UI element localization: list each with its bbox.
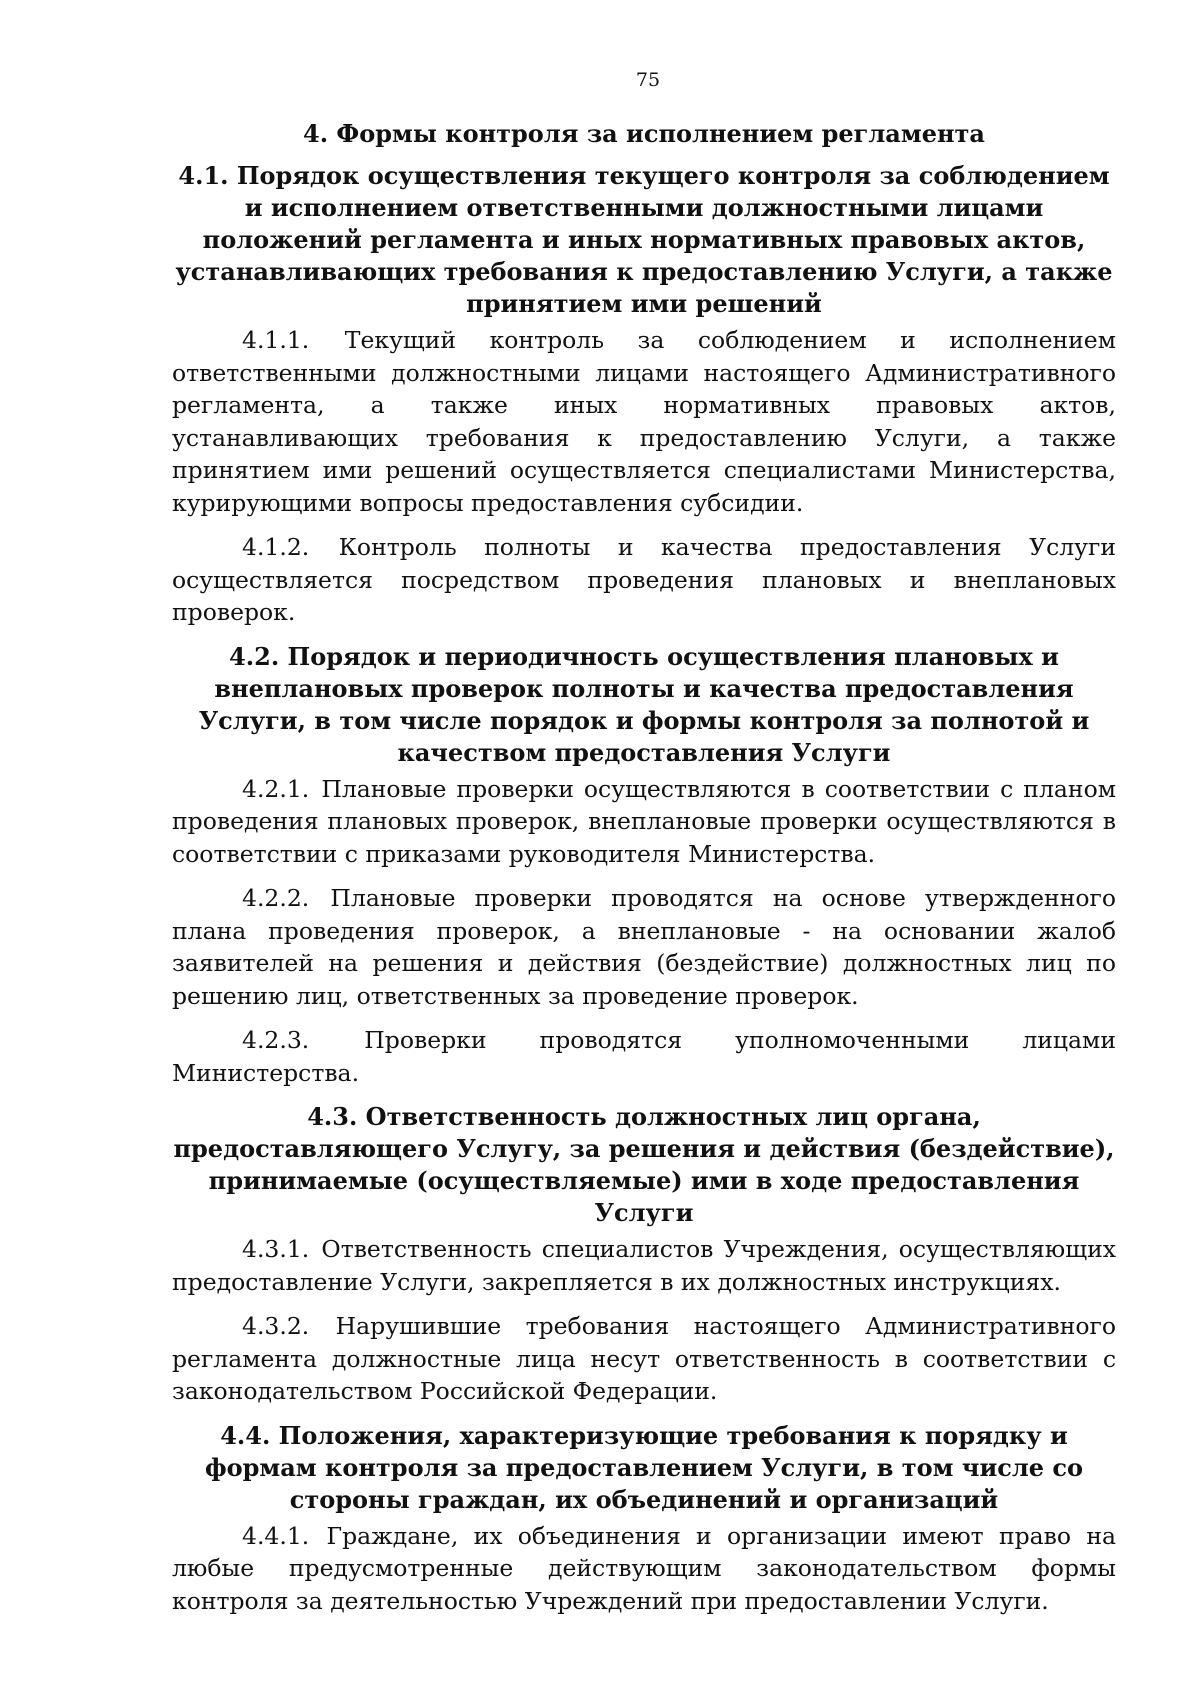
paragraph bbox=[172, 773, 1116, 871]
paragraph-text: Нарушившие требования настоящего Административного регламента должностные лица несут ответственность в соответствии с законодательством Российской Федерации. bbox=[172, 1312, 1116, 1405]
paragraph bbox=[172, 1024, 1116, 1089]
paragraph-text: Плановые проверки проводятся на основе утвержденного плана проведения проверок, а внеплановые - на основании жалоб заявителей на решения и действия (бездействие) должностных лиц по решению лиц, ответственных за проведение проверок. bbox=[172, 884, 1116, 1010]
section-title: 4.4. Положения, характеризующие требования к порядку и формам контроля за предоставлением Услуги, в том числе со стороны граждан, их объединений и организаций bbox=[204, 1420, 1084, 1514]
paragraph-number: 4.1.2. bbox=[242, 533, 310, 561]
paragraph bbox=[172, 882, 1116, 1012]
section-4-2 bbox=[172, 641, 1116, 1090]
paragraph-text: Ответственность специалистов Учреждения, осуществляющих предоставление Услуги, закрепляется в их должностных инструкциях. bbox=[172, 1235, 1116, 1296]
paragraph-number: 4.2.3. bbox=[242, 1026, 310, 1054]
paragraph-text: Контроль полноты и качества предоставления Услуги осуществляется посредством проведения плановых и внеплановых проверок. bbox=[172, 533, 1116, 626]
paragraph-number: 4.3.2. bbox=[242, 1312, 310, 1340]
paragraph-text: Плановые проверки осуществляются в соответствии с планом проведения плановых проверок, внеплановые проверки осуществляются в соответствии с приказами руководителя Министерства. bbox=[172, 774, 1116, 868]
paragraph-text: Текущий контроль за соблюдением и исполнением ответственными должностными лицами настоящего Административного регламента, а также иных нормативных правовых актов, устанавливающих требования к предоставлению Услуги, а также принятием ими решений осуществляется специалистами Министерства, курирующими вопросы предоставления субсидии. bbox=[172, 326, 1116, 517]
paragraph bbox=[172, 1310, 1116, 1408]
section-title: 4.1. Порядок осуществления текущего контроля за соблюдением и исполнением ответственными должностными лицами положений регламента и иных нормативных правовых актов, устанавливающих требования к предоставлению Услуги, а также принятием ими решений bbox=[175, 161, 1113, 318]
section-4-3 bbox=[172, 1101, 1116, 1408]
paragraph-number: 4.2.2. bbox=[242, 884, 310, 912]
paragraph bbox=[172, 531, 1116, 629]
paragraph-number: 4.1.1. bbox=[242, 326, 310, 354]
paragraph-number: 4.4.1. bbox=[242, 1521, 310, 1550]
paragraph bbox=[172, 324, 1116, 519]
document-page bbox=[172, 68, 1116, 1629]
page-number: 75 bbox=[635, 69, 661, 91]
chapter-heading: 4. Формы контроля за исполнением регламента bbox=[303, 119, 985, 148]
paragraph-text: Проверки проводятся уполномоченными лицами Министерства. bbox=[172, 1026, 1116, 1087]
section-4-4 bbox=[172, 1420, 1116, 1618]
paragraph-text: Граждане, их объединения и организации имеют право на любые предусмотренные действующим законодательством формы контроля за деятельностью Учреждений при предоставлении Услуги. bbox=[172, 1521, 1116, 1615]
paragraph-number: 4.2.1. bbox=[242, 774, 310, 803]
paragraph bbox=[172, 1233, 1116, 1298]
section-title: 4.3. Ответственность должностных лиц органа, предоставляющего Услугу, за решения и действия (бездействие), принимаемые (осуществляемые) ими в ходе предоставления Услуги bbox=[173, 1102, 1115, 1227]
paragraph bbox=[172, 1520, 1116, 1618]
section-4-1 bbox=[172, 160, 1116, 629]
paragraph-number: 4.3.1. bbox=[242, 1235, 310, 1263]
section-title: 4.2. Порядок и периодичность осуществления плановых и внеплановых проверок полноты и качества предоставления Услуги, в том числе порядок и формы контроля за полнотой и качеством предоставления Услуги bbox=[198, 641, 1090, 767]
